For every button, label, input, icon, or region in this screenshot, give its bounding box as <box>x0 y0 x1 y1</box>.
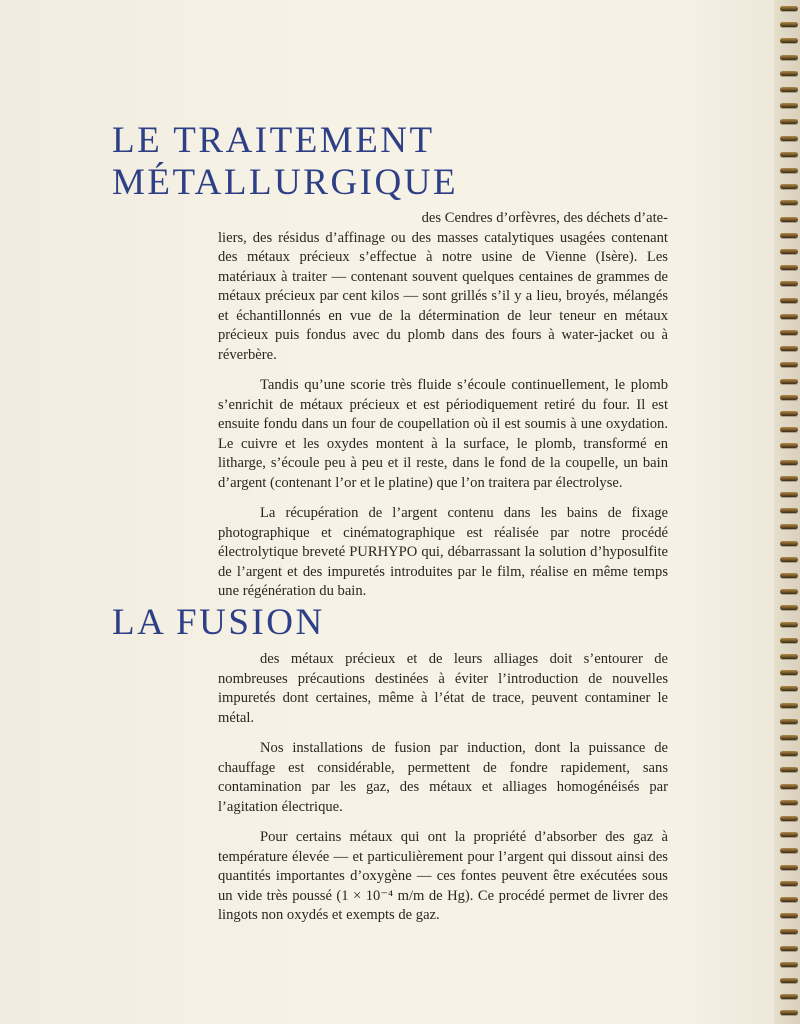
section-body-traitement <box>218 209 668 613</box>
binding-coil <box>780 233 798 238</box>
binding-coil <box>780 638 798 643</box>
binding-coil <box>780 978 798 983</box>
binding-coil <box>780 962 798 967</box>
binding-coil <box>780 832 798 837</box>
binding-coil <box>780 670 798 675</box>
binding-coil <box>780 136 798 141</box>
binding-coil <box>780 848 798 853</box>
binding-coil <box>780 379 798 384</box>
binding-coil <box>780 411 798 416</box>
binding-coil <box>780 508 798 513</box>
paragraph-fusion-2: Nos installations de fusion par induction, dont la puissance de chauffage est considérable, permettent de fondre rapidement, sans contamination par les gaz, des métaux et alliages homogénéisés par l’agitation électrique. <box>218 740 668 815</box>
binding-coil <box>780 751 798 756</box>
section-heading-traitement <box>112 120 458 204</box>
section-body-fusion <box>218 650 668 937</box>
binding-coil <box>780 735 798 740</box>
binding-coil <box>780 557 798 562</box>
binding-coil <box>780 492 798 497</box>
binding-coil <box>780 200 798 205</box>
binding-coil <box>780 460 798 465</box>
binding-coil <box>780 71 798 76</box>
binding-coil <box>780 686 798 691</box>
binding-coil <box>780 719 798 724</box>
paragraph-traitement-2: Tandis qu’une scorie très fluide s’écoule continuellement, le plomb s’enrichit de métaux précieux et est périodiquement retiré du four. Il est ensuite fondu dans un four de coupellation où il est soumis à une oxydation. Le cuivre et les oxydes montent à la surface, le plomb, transformé en litharge, s’écoule peu à peu et il reste, dans le fond de la coupelle, un bain d’argent (contenant l’or et le platine) que l’on traitera par électrolyse. <box>218 377 668 491</box>
heading-line-1: LE TRAITEMENT <box>112 120 435 161</box>
binding-coil <box>780 362 798 367</box>
binding-coil <box>780 152 798 157</box>
binding-coil <box>780 784 798 789</box>
binding-coil <box>780 281 798 286</box>
paragraph-fusion-1: des métaux précieux et de leurs alliages doit s’entourer de nombreuses précautions destinées à éviter l’introduction de nouvelles impuretés dont certaines, même à l’état de trace, peuvent contaminer le métal. <box>218 651 668 726</box>
section-heading-fusion: LA FUSION <box>112 602 325 643</box>
binding-coil <box>780 443 798 448</box>
binding-coil <box>780 703 798 708</box>
paragraph-lead-line: des Cendres d’orfèvres, des déchets d’ate- <box>421 210 668 226</box>
binding-coil <box>780 946 798 951</box>
binding-coil <box>780 573 798 578</box>
paragraph-lead-rest: liers, des résidus d’affinage ou des masses catalytiques usagées contenant des métaux précieux s’effectue à notre usine de Vienne (Isère). Les matériaux à traiter — contenant souvent quelques centaines de grammes de métaux précieux par cent kilos — sont grillés s’il y a lieu, broyés, mélangés et échantillonnés en vue de la détermination de leur teneur en métaux précieux puis fondus avec du plomb dans des fours à water-jacket ou à réverbère. <box>218 229 668 363</box>
binding-coil <box>780 22 798 27</box>
binding-coil <box>780 589 798 594</box>
binding-coil <box>780 265 798 270</box>
binding-coil <box>780 865 798 870</box>
binding-coil <box>780 395 798 400</box>
binding-coil <box>780 816 798 821</box>
binding-coil <box>780 330 798 335</box>
binding-coil <box>780 913 798 918</box>
binding-coil <box>780 298 798 303</box>
paragraph-traitement-1 <box>218 209 668 365</box>
binding-coil <box>780 767 798 772</box>
binding-coil <box>780 314 798 319</box>
binding-coil <box>780 476 798 481</box>
binding-coil <box>780 249 798 254</box>
binding-coil <box>780 800 798 805</box>
heading-line-2: MÉTALLURGIQUE <box>112 162 459 203</box>
binding-coil <box>780 622 798 627</box>
binding-coil <box>780 1010 798 1015</box>
paragraph-fusion-3: Pour certains métaux qui ont la propriété d’absorber des gaz à température élevée — et particulièrement pour l’argent qui dissout ainsi des quantités importantes d’oxygène — ces fontes peuvent être exécutées sous un vide très poussé (1 × 10⁻⁴ m/m de Hg). Ce procédé permet de livrer des lingots non oxydés et exempts de gaz. <box>218 829 668 923</box>
binding-coil <box>780 994 798 999</box>
binding-coil <box>780 897 798 902</box>
binding-coil <box>780 427 798 432</box>
binding-coil <box>780 881 798 886</box>
binding-coil <box>780 6 798 11</box>
binding-coil <box>780 605 798 610</box>
spiral-binding <box>774 0 800 1024</box>
binding-coil <box>780 55 798 60</box>
binding-coil <box>780 929 798 934</box>
binding-coil <box>780 168 798 173</box>
binding-coil <box>780 119 798 124</box>
binding-coil <box>780 184 798 189</box>
binding-coil <box>780 524 798 529</box>
paragraph-traitement-3: La récupération de l’argent contenu dans les bains de fixage photographique et cinématographique est réalisée par notre procédé électrolytique breveté PURHYPO qui, débarrassant la solution d’hyposulfite de l’argent et des impuretés introduites par le film, réalise en même temps une régénération du bain. <box>218 505 668 599</box>
binding-coil <box>780 541 798 546</box>
binding-coil <box>780 346 798 351</box>
binding-coil <box>780 217 798 222</box>
binding-coil <box>780 654 798 659</box>
binding-coil <box>780 38 798 43</box>
binding-coil <box>780 87 798 92</box>
binding-coil <box>780 103 798 108</box>
